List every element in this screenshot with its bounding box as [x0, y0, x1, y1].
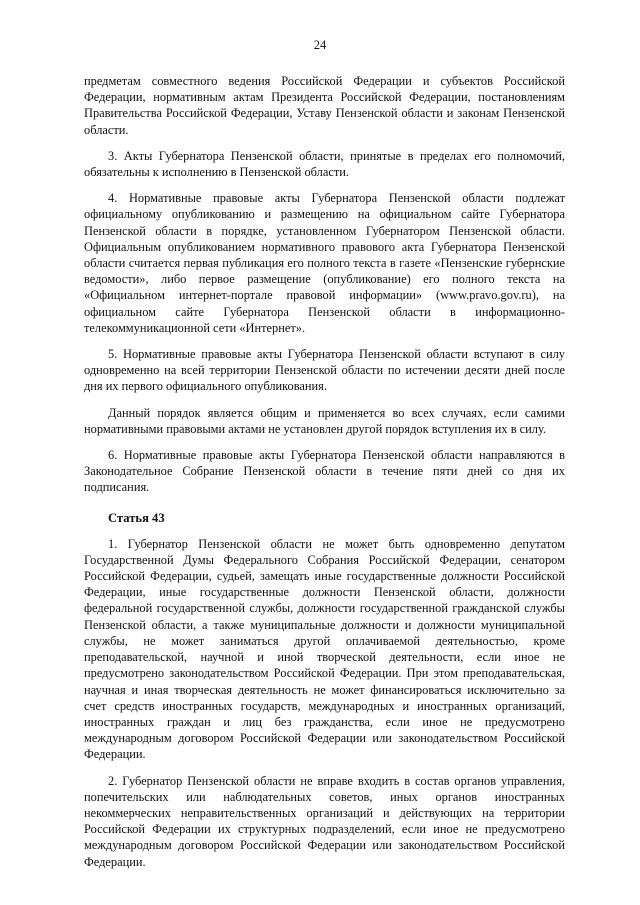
paragraph-item-5: 5. Нормативные правовые акты Губернатора Пензенской области вступают в силу одновременно на всей территории Пензенской области по истечении десяти дней после дня их первого официального опубликования.: [84, 347, 565, 394]
article-heading: Статья 43: [108, 510, 165, 525]
paragraph-continuation: предметам совместного ведения Российской Федерации и субъектов Российской Федерации, нормативным актам Президента Российской Федерации, постановлениям Правительства Российской Федерации, Уставу Пензенской области и законам Пензенской области.: [84, 74, 565, 137]
article-43-item-2: 2. Губернатор Пензенской области не вправе входить в состав органов управления, попечительских или наблюдательных советов, иных органов иностранных некоммерческих неправительственных организаций и действующих на территории Российской Федерации их структурных подразделений, если иное не предусмотрено международным договором Российской Федерации или законодательством Российской Федерации.: [84, 773, 565, 869]
paragraph-item-3: 3. Акты Губернатора Пензенской области, принятые в пределах его полномочий, обязательны к исполнению в Пензенской области.: [84, 148, 565, 180]
page-number: 24: [313, 38, 327, 52]
article-43-item-1: 1. Губернатор Пензенской области не может быть одновременно депутатом Государственной Думы Федерального Собрания Российской Федерации, сенатором Российской Федерации, судьей, замещать иные государственные должности Российской Федерации, иные государственные должности Пензенской области, должности федеральной государственной службы, должности государственной гражданской службы Пензенской области, а также муниципальные должности и должности муниципальной службы, не может заниматься другой оплачиваемой деятельностью, кроме преподавательской, научной и иной творческой деятельности, если иное не предусмотрено законодательством Российской Федерации. При этом преподавательская, научная и иная творческая деятельность не может финансироваться исключительно за счет средств иностранных государств, международных и иностранных организаций, иностранных граждан и лиц без гражданства, если иное не предусмотрено международным договором Российской Федерации или законодательством Российской Федерации.: [84, 536, 565, 762]
paragraph-item-6: 6. Нормативные правовые акты Губернатора Пензенской области направляются в Законодательное Собрание Пензенской области в течение пяти дней со дня их подписания.: [84, 448, 565, 495]
paragraph-item-4: 4. Нормативные правовые акты Губернатора Пензенской области подлежат официальному опубликованию и размещению на официальном сайте Губернатора Пензенской области в порядке, установленном Губернатором Пензенской области. Официальным опубликованием нормативного правового акта Губернатора Пензенской области считается первая публикация его полного текста в газете «Пензенские губернские ведомости», либо первое размещение (опубликование) его полного текста на «Официальном интернет-портале правовой информации» (www.pravo.gov.ru), на официальном сайте Губернатора Пензенской области в информационно-телекоммуникационной сети «Интернет».: [84, 191, 565, 335]
paragraph-general-order: Данный порядок является общим и применяется во всех случаях, если самими нормативными правовыми актами не установлен другой порядок вступления их в силу.: [84, 405, 565, 436]
document-body: [84, 73, 565, 880]
